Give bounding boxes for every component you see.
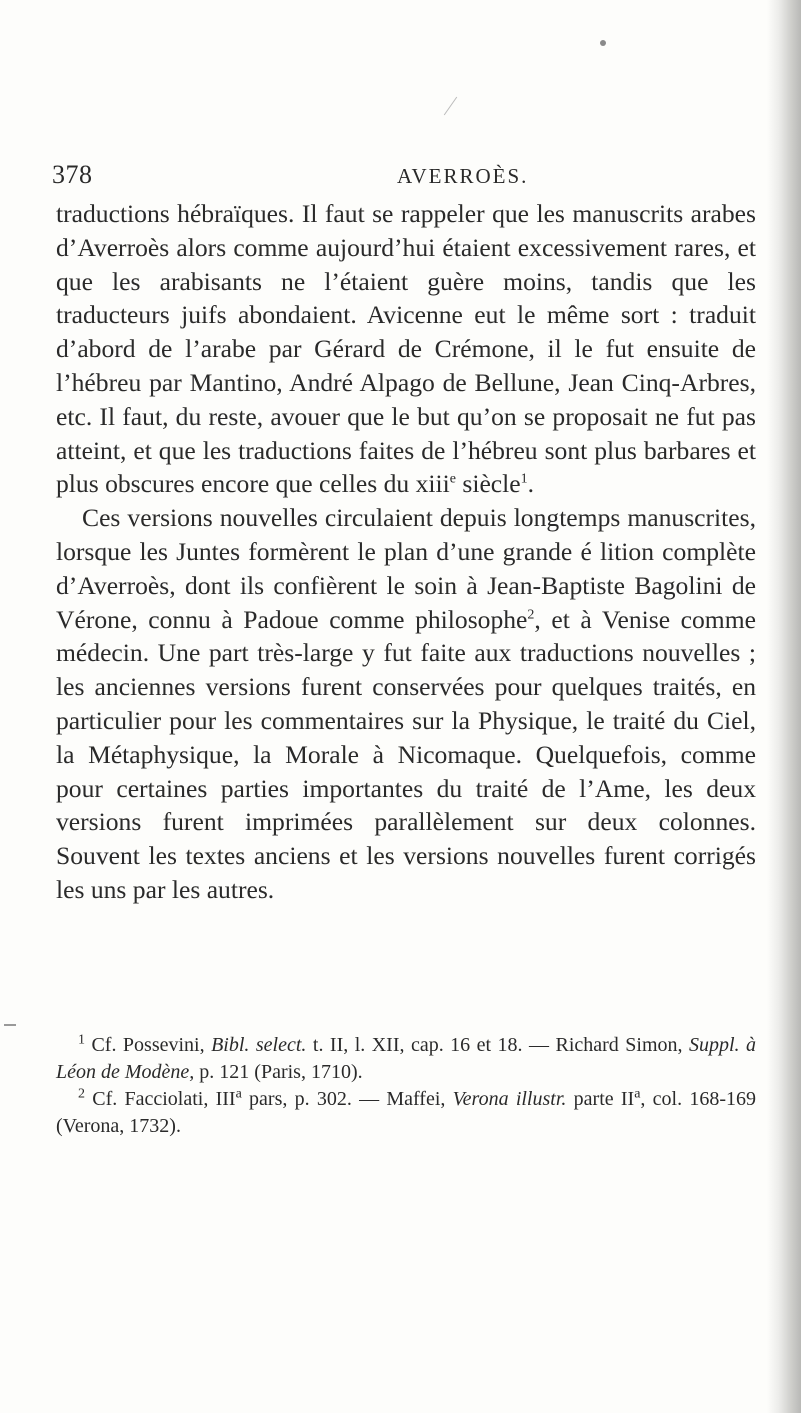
- footnote-ref-2: 2: [527, 607, 535, 623]
- page-header: [52, 160, 752, 200]
- footnote-2-sup-a: a: [235, 1086, 242, 1102]
- paragraph-2-text: Ces versions nouvelles circulaient depuis longtemps manuscrites, lorsque les Juntes formèrent le plan d’une grande é lition complète d’Averroès, dont ils confièrent le soin à Jean-Baptiste Bagolini de Vérone, connu à Padoue comme philosophe: [56, 503, 756, 634]
- footnote-2: [56, 1086, 756, 1140]
- footnote-2-text-d: , col. 168-169 (Verona, 1732).: [56, 1088, 757, 1137]
- footnote-2-text-b: pars, p. 302. — Maffei,: [241, 1088, 453, 1110]
- footnote-2-text-a: Cf. Facciolati, III: [85, 1088, 236, 1110]
- footnote-1-text-a: Cf. Possevini,: [85, 1034, 212, 1056]
- footnote-ref-1: 1: [520, 471, 528, 487]
- page-edge-shadow: [767, 0, 801, 1413]
- footnote-1-text-c: p. 121 (Paris, 1710).: [194, 1061, 363, 1083]
- footnote-1-text-b: t. II, l. XII, cap. 16 et 18. — Richard Simon,: [306, 1034, 689, 1056]
- paragraph-2: [56, 501, 756, 907]
- paragraph-1-end: .: [527, 469, 535, 499]
- footnote-2-marker: 2: [78, 1086, 85, 1102]
- century-superscript: e: [449, 471, 456, 487]
- margin-mark: [4, 1024, 16, 1026]
- footnote-2-text-c: parte II: [566, 1088, 635, 1110]
- paragraph-1: [56, 197, 756, 501]
- paragraph-1-text: traductions hébraïques. Il faut se rappeler que les manuscrits arabes d’Averroès alors comme aujourd’hui étaient excessivement rares, et que les arabisants ne l’étaient guère moins, tandis que les traducteurs juifs abondaient. Avicenne eut le même sort : traduit d’abord de l’arabe par Gérard de Crémone, il le fut ensuite de l’hébreu par Mantino, André Alpago de Bellune, Jean Cinq-Arbres, etc. Il faut, du reste, avouer que le but qu’on se proposait ne fut pas atteint, et que les traductions faites de l’hébreu sont plus barbares et plus obscures encore que celles du xiii: [56, 199, 756, 499]
- ink-speck: [600, 40, 606, 46]
- footnote-2-sup-c: a: [634, 1086, 641, 1102]
- footnote-1-marker: 1: [78, 1032, 85, 1048]
- footnote-1-title-b: Suppl. à Léon de Modène,: [56, 1034, 756, 1083]
- ink-mark: [444, 97, 457, 116]
- running-title: AVERROÈS.: [397, 164, 529, 188]
- paragraph-2-end: , et à Venise comme médecin. Une part très-large y fut faite aux traductions nouvelles ; les anciennes versions furent conservées pour quelques traités, en particulier pour les commentaires sur la Physique, le traité du Ciel, la Métaphysique, la Morale à Nicomaque. Quelquefois, comme pour certaines parties importantes du traité de l’Ame, les deux versions furent imprimées parallèlement sur deux colonnes. Souvent les textes anciens et les versions nouvelles furent corrigés les uns par les autres.: [56, 604, 756, 904]
- footnote-2-title: Verona illustr.: [452, 1088, 567, 1110]
- footnotes: [56, 1032, 756, 1140]
- footnote-1-title-a: Bibl. select.: [211, 1034, 307, 1056]
- page-number: 378: [52, 160, 93, 189]
- body-text: [56, 197, 756, 907]
- footnote-1: [56, 1032, 756, 1086]
- paragraph-1-mid: siècle: [455, 469, 521, 499]
